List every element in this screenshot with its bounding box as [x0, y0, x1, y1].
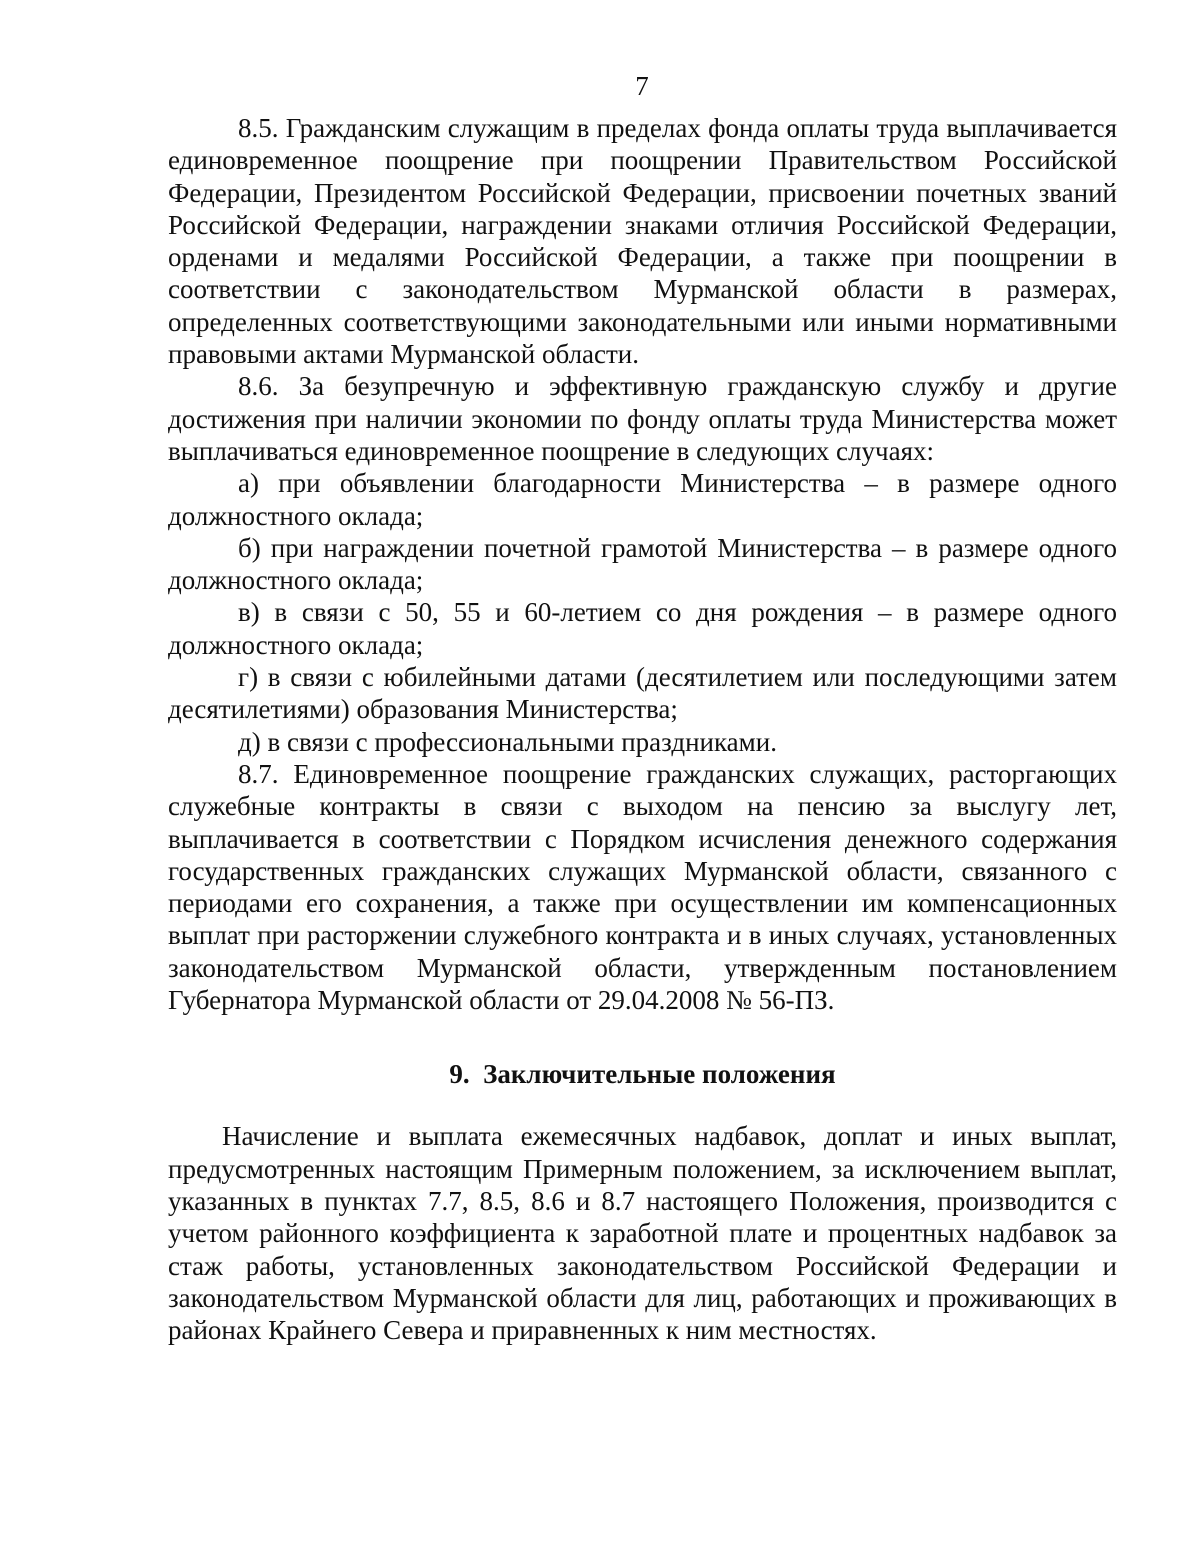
paragraph-8-6-a: а) при объявлении благодарности Министерства – в размере одного должностного оклада; — [168, 468, 1117, 531]
section-heading: 9. Заключительные положения — [449, 1059, 836, 1090]
paragraph-8-6-d: д) в связи с профессиональными праздниками. — [238, 726, 777, 757]
paragraph-8-5: 8.5. Гражданским служащим в пределах фонда оплаты труда выплачивается единовременное поощрение при поощрении Правительством Российской Федерации, Президентом Российской Федерации, присвоении почетных званий Российской Федерации, награждении знаками отличия Российской Федерации, орденами и медалями Российской Федерации, а также при поощрении в соответствии с законодательством Мурманской области в размерах, определенных соответствующими законодательными или иными нормативными правовыми актами Мурманской области. — [168, 113, 1117, 370]
paragraph-8-6-g: г) в связи с юбилейными датами (десятилетием или последующими затем десятилетиями) образования Министерства; — [168, 662, 1117, 725]
paragraph-8-6-b: б) при награждении почетной грамотой Министерства – в размере одного должностного оклада; — [168, 532, 1117, 596]
page-number: 7 — [635, 71, 649, 101]
final-provisions-paragraph: Начисление и выплата ежемесячных надбавок, доплат и иных выплат, предусмотренных настоящим Примерным положением, за исключением выплат, указанных в пунктах 7.7, 8.5, 8.6 и 8.7 настоящего Положения, производится с учетом районного коэффициента к заработной плате и процентных надбавок за стаж работы, установленных законодательством Российской Федерации и законодательством Мурманской области для лиц, работающих и проживающих в районах Крайнего Севера и приравненных к ним местностях. — [168, 1121, 1117, 1346]
paragraph-8-6-v: в) в связи с 50, 55 и 60-летием со дня рождения – в размере одного должностного оклада; — [168, 597, 1117, 660]
document-body — [168, 112, 1117, 1346]
paragraph-8-7: 8.7. Единовременное поощрение гражданских служащих, расторгающих служебные контракты в связи с выходом на пенсию за выслугу лет, выплачивается в соответствии с Порядком исчисления денежного содержания государственных гражданских служащих Мурманской области, связанного с периодами его сохранения, а также при осуществлении им компенсационных выплат при расторжении служебного контракта и в иных случаях, установленных законодательством Мурманской области, утвержденным постановлением Губернатора Мурманской области от 29.04.2008 № 56-ПЗ. — [168, 758, 1117, 1016]
paragraph-8-6: 8.6. За безупречную и эффективную гражданскую службу и другие достижения при наличии экономии по фонду оплаты труда Министерства может выплачиваться единовременное поощрение в следующих случаях: — [168, 371, 1117, 466]
